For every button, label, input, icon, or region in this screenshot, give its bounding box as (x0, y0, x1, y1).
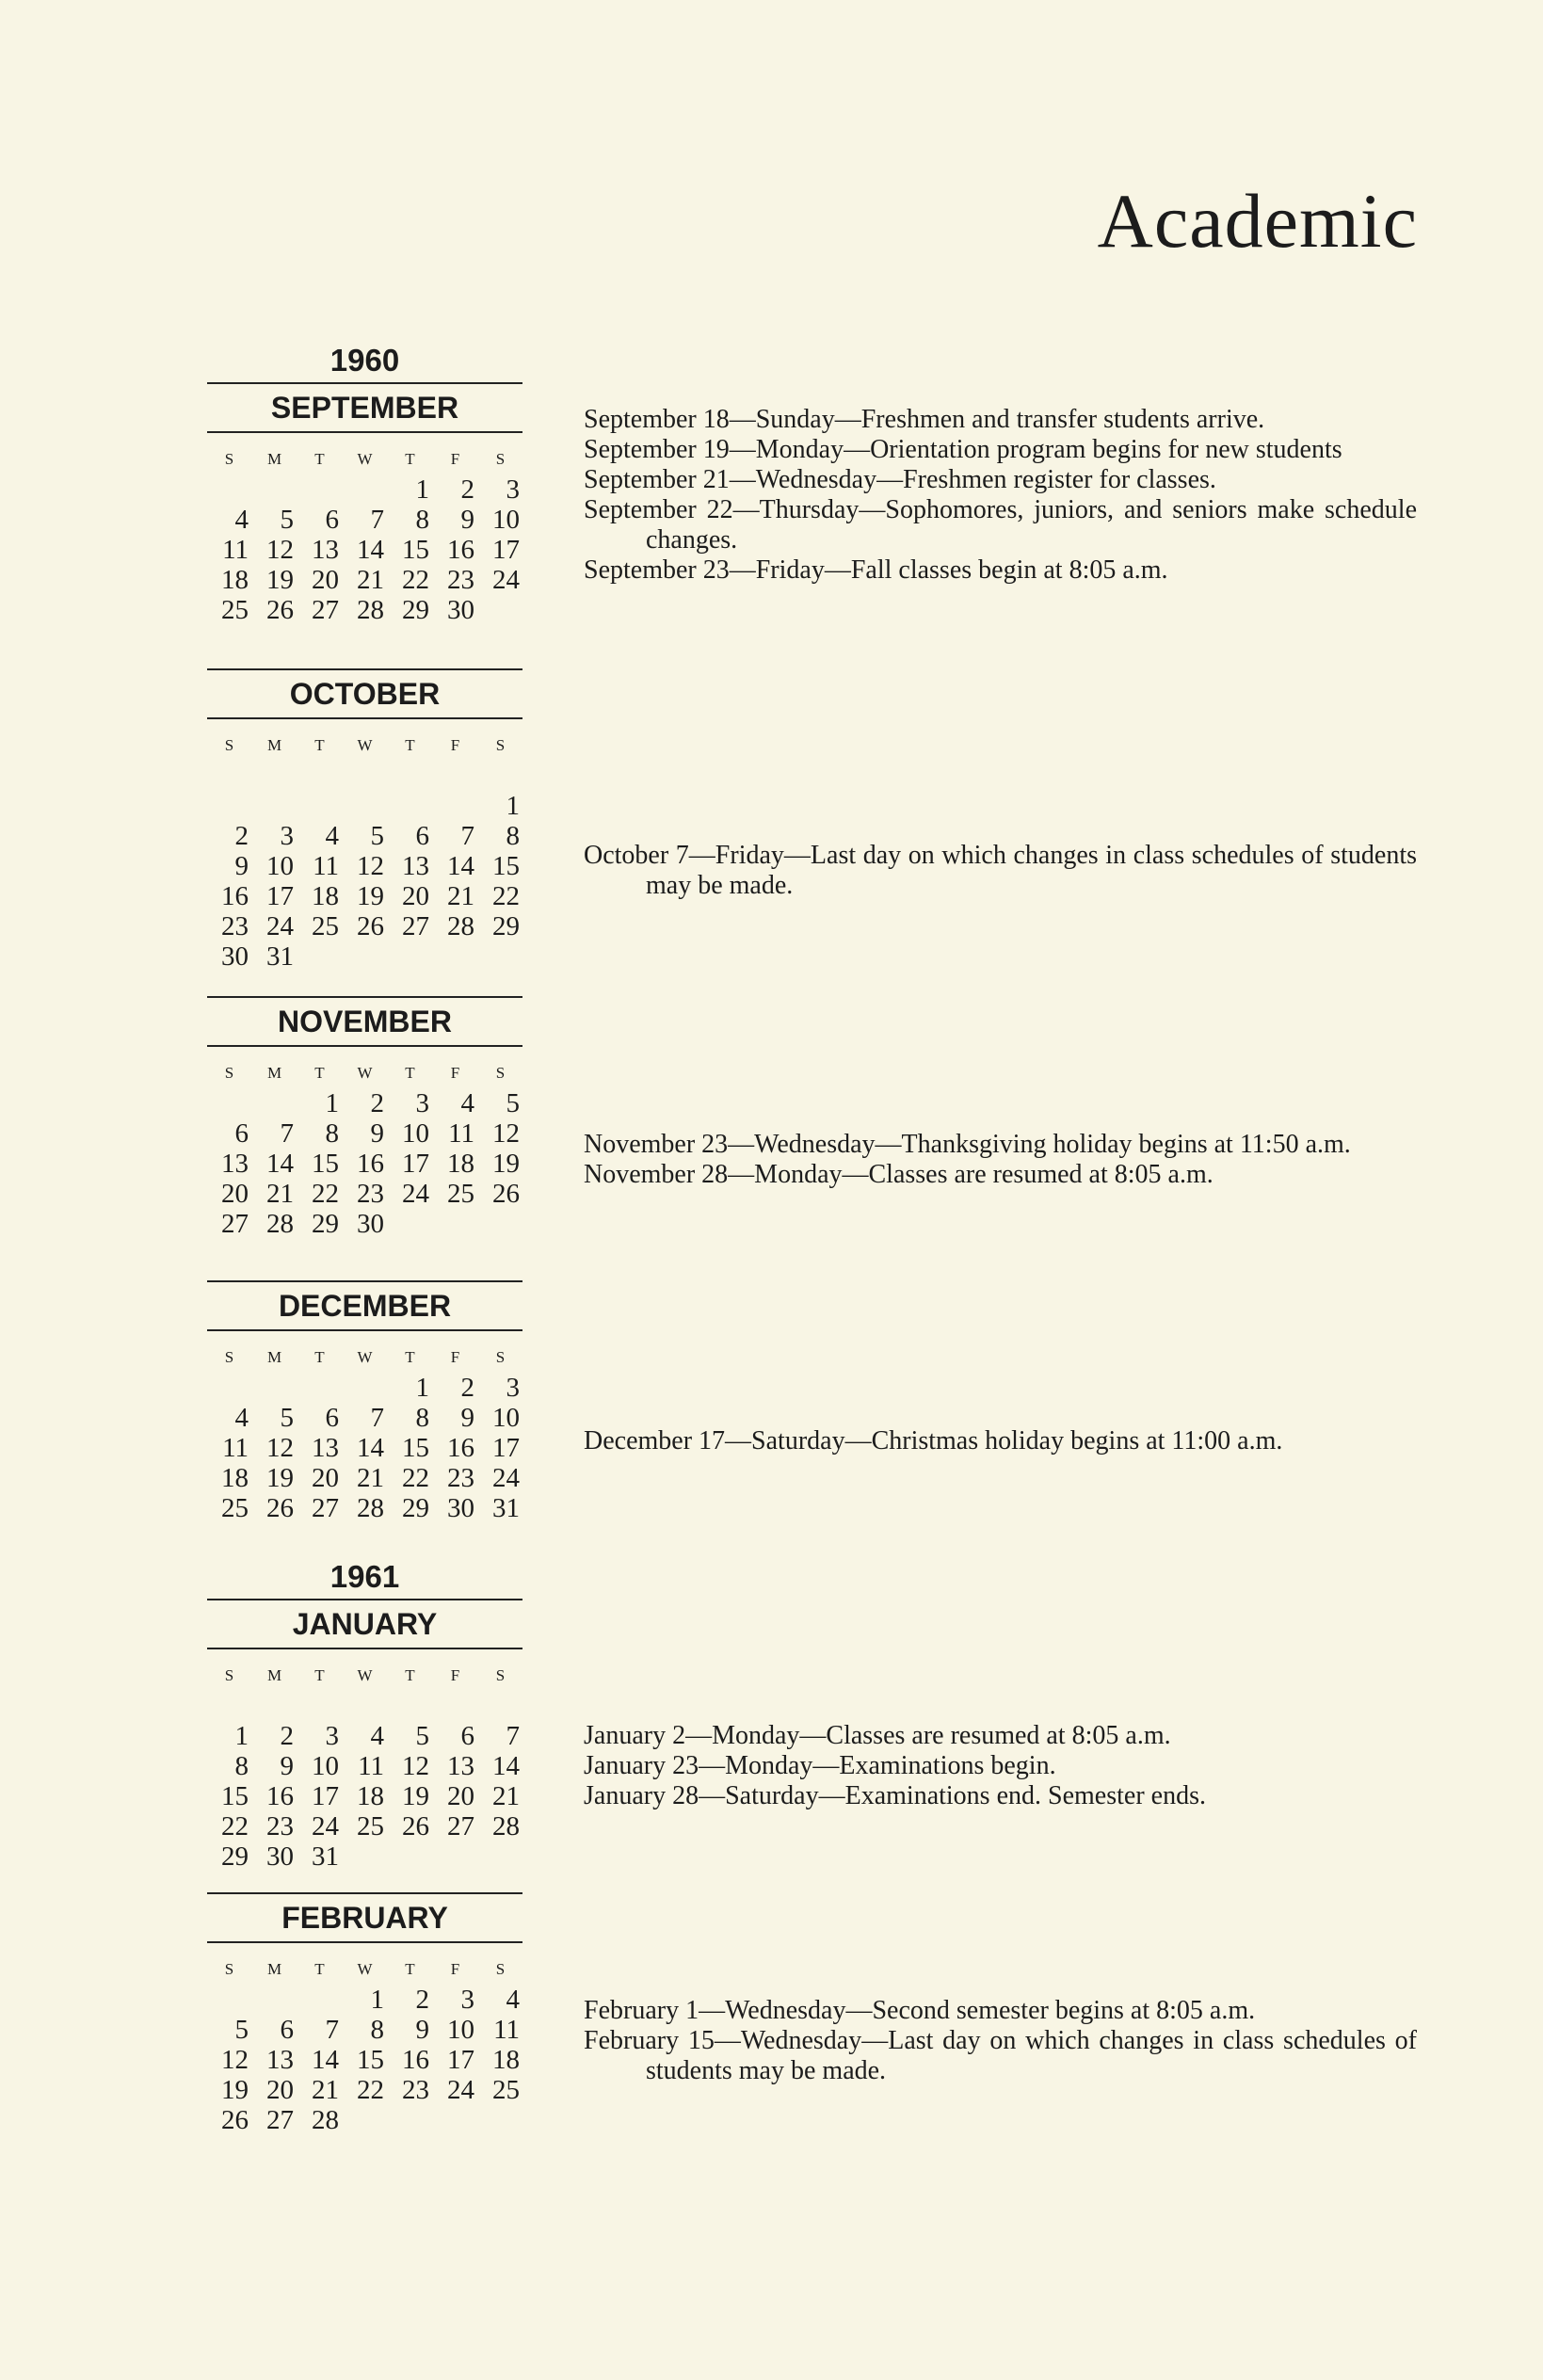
calendar-day: 1 (415, 474, 429, 505)
calendar-day: 18 (221, 565, 249, 595)
calendar-day: 25 (221, 595, 249, 625)
calendar-day: 12 (492, 1118, 520, 1149)
day-grid (207, 1661, 522, 1872)
calendar-day: 19 (221, 2075, 249, 2105)
calendar-day: 16 (266, 1781, 294, 1811)
calendar-day: 10 (402, 1118, 429, 1149)
calendar-day: 18 (312, 881, 339, 911)
calendar-day: 17 (492, 535, 520, 565)
weekday-header: S (495, 736, 506, 754)
calendar-day: 15 (402, 1433, 429, 1463)
calendar-day: 2 (460, 1373, 474, 1403)
calendar-day: 9 (460, 1403, 474, 1433)
event-entry: February 1—Wednesday—Second semester begins at 8:05 a.m. (584, 1996, 1256, 2025)
calendar-day: 11 (222, 1433, 249, 1463)
rule (207, 717, 522, 719)
rule (207, 1941, 522, 1943)
calendar-day: 29 (492, 911, 520, 941)
calendar-day: 27 (312, 595, 339, 625)
weekday-header: W (357, 1348, 374, 1366)
day-grid (207, 1954, 522, 2135)
event-entry: February 15—Wednesday—Last day on which changes in class schedules of students may be made. (584, 2026, 1417, 2085)
events-november (584, 1130, 1417, 1190)
calendar-day: 22 (402, 1463, 429, 1493)
calendar-day: 20 (402, 881, 429, 911)
calendar-day: 28 (357, 1493, 384, 1523)
calendar-day: 10 (447, 2015, 474, 2045)
event-entry: September 23—Friday—Fall classes begin at 8:05 a.m. (584, 555, 1168, 585)
calendar-day: 11 (493, 2015, 520, 2045)
calendar-day: 27 (402, 911, 429, 941)
weekday-header: S (224, 1666, 235, 1684)
calendar-day: 6 (234, 1118, 249, 1149)
rule (207, 431, 522, 433)
calendar-day: 31 (492, 1493, 520, 1523)
day-grid (207, 731, 522, 972)
calendar-day: 3 (460, 1985, 474, 2015)
calendar-day: 19 (357, 881, 384, 911)
calendar-day: 8 (415, 505, 429, 535)
calendar-day: 1 (415, 1373, 429, 1403)
calendar-day: 17 (402, 1149, 429, 1179)
calendar-day: 17 (312, 1781, 339, 1811)
weekday-header: M (266, 450, 283, 468)
calendar-day: 9 (460, 505, 474, 535)
weekday-header: F (450, 1064, 461, 1082)
weekday-header: W (357, 1960, 374, 1978)
calendar-day: 12 (357, 851, 384, 881)
events-september (584, 405, 1417, 586)
calendar-day: 2 (370, 1088, 384, 1118)
calendar-day: 23 (402, 2075, 429, 2105)
calendar-day: 15 (312, 1149, 339, 1179)
calendar-day: 28 (447, 911, 474, 941)
calendar-day: 13 (402, 851, 429, 881)
calendar-day: 7 (370, 505, 384, 535)
calendar-day: 25 (221, 1493, 249, 1523)
weekday-header: T (314, 450, 326, 468)
calendar-day: 26 (402, 1811, 429, 1841)
event-entry: September 18—Sunday—Freshmen and transfer students arrive. (584, 405, 1265, 434)
weekday-header: T (314, 1666, 326, 1684)
calendar-day: 5 (506, 1088, 520, 1118)
day-grid (207, 1343, 522, 1523)
calendar-day: 13 (221, 1149, 249, 1179)
rule (207, 1648, 522, 1649)
events-february (584, 1996, 1417, 2086)
calendar-day: 25 (492, 2075, 520, 2105)
rule (207, 1045, 522, 1047)
calendar-day: 7 (280, 1118, 294, 1149)
calendar-day: 5 (415, 1721, 429, 1751)
event-entry: September 22—Thursday—Sophomores, juniors, and seniors make schedule changes. (584, 495, 1417, 555)
calendar-day: 25 (357, 1811, 384, 1841)
calendar-day: 12 (402, 1751, 429, 1781)
calendar-day: 4 (234, 505, 249, 535)
calendar-day: 26 (492, 1179, 520, 1209)
weekday-header: W (357, 450, 374, 468)
event-entry: October 7—Friday—Last day on which changes in class schedules of students may be made. (584, 841, 1417, 900)
calendar-day: 30 (266, 1841, 294, 1872)
calendar-day: 15 (221, 1781, 249, 1811)
calendar-day: 2 (280, 1721, 294, 1751)
calendar-day: 18 (492, 2045, 520, 2075)
rule (207, 1329, 522, 1331)
calendar-day: 26 (221, 2105, 249, 2135)
weekday-header: T (405, 1960, 416, 1978)
calendar-day: 20 (312, 565, 339, 595)
weekday-header: S (224, 1960, 235, 1978)
calendar-day: 22 (492, 881, 520, 911)
calendar-day: 1 (234, 1721, 249, 1751)
event-entry: January 2—Monday—Classes are resumed at 8:05 a.m. (584, 1721, 1171, 1750)
calendar-day: 31 (312, 1841, 339, 1872)
calendar-day: 30 (447, 595, 474, 625)
calendar-day: 20 (312, 1463, 339, 1493)
calendar-day: 3 (280, 821, 294, 851)
calendar-day: 10 (492, 505, 520, 535)
calendar-day: 19 (266, 565, 294, 595)
calendar-day: 18 (447, 1149, 474, 1179)
calendar-day: 3 (415, 1088, 429, 1118)
calendar-day: 10 (312, 1751, 339, 1781)
calendar-day: 10 (492, 1403, 520, 1433)
weekday-header: F (450, 1348, 461, 1366)
calendar-day: 3 (506, 1373, 520, 1403)
calendar-day: 16 (447, 535, 474, 565)
calendar-day: 16 (447, 1433, 474, 1463)
calendar-day: 15 (492, 851, 520, 881)
calendar-day: 16 (357, 1149, 384, 1179)
weekday-header: S (495, 1960, 506, 1978)
calendar-day: 21 (312, 2075, 339, 2105)
month-calendar-january (207, 1555, 522, 1872)
month-name: JANUARY (292, 1607, 438, 1641)
calendar-day: 14 (266, 1149, 294, 1179)
calendar-day: 5 (234, 2015, 249, 2045)
calendar-day: 17 (492, 1433, 520, 1463)
calendar-day: 30 (221, 941, 249, 972)
year-heading: 1960 (329, 343, 400, 378)
calendar-day: 29 (312, 1209, 339, 1239)
calendar-day: 22 (402, 565, 429, 595)
calendar-day: 19 (492, 1149, 520, 1179)
calendar-day: 23 (221, 911, 249, 941)
event-entry: November 23—Wednesday—Thanksgiving holiday begins at 11:50 a.m. (584, 1130, 1351, 1159)
calendar-day: 29 (402, 1493, 429, 1523)
calendar-day: 11 (448, 1118, 474, 1149)
calendar-day: 22 (312, 1179, 339, 1209)
calendar-day: 28 (492, 1811, 520, 1841)
calendar-day: 27 (447, 1811, 474, 1841)
year-heading: 1961 (329, 1559, 400, 1594)
calendar-day: 9 (234, 851, 249, 881)
weekday-header: F (450, 736, 461, 754)
weekday-header: S (495, 1064, 506, 1082)
weekday-header: S (224, 1348, 235, 1366)
events-december (584, 1426, 1417, 1456)
weekday-header: T (405, 450, 416, 468)
weekday-header: M (266, 736, 283, 754)
weekday-header: M (266, 1666, 283, 1684)
calendar-day: 12 (221, 2045, 249, 2075)
month-name: OCTOBER (289, 677, 441, 711)
calendar-day: 14 (312, 2045, 339, 2075)
calendar-day: 18 (221, 1463, 249, 1493)
calendar-day: 22 (221, 1811, 249, 1841)
calendar-day: 6 (460, 1721, 474, 1751)
month-calendar-december (207, 1280, 522, 1523)
calendar-day: 29 (221, 1841, 249, 1872)
calendar-day: 10 (266, 851, 294, 881)
calendar-day: 8 (370, 2015, 384, 2045)
calendar-day: 6 (325, 1403, 339, 1433)
calendar-day: 5 (280, 505, 294, 535)
weekday-header: M (266, 1348, 283, 1366)
calendar-day: 23 (447, 1463, 474, 1493)
calendar-day: 1 (506, 791, 520, 821)
calendar-day: 22 (357, 2075, 384, 2105)
weekday-header: W (357, 1064, 374, 1082)
weekday-header: F (450, 1666, 461, 1684)
weekday-header: M (266, 1064, 283, 1082)
calendar-day: 14 (357, 1433, 384, 1463)
weekday-header: T (405, 1666, 416, 1684)
weekday-header: T (314, 736, 326, 754)
calendar-day: 11 (358, 1751, 384, 1781)
calendar-day: 21 (447, 881, 474, 911)
calendar-day: 4 (325, 821, 339, 851)
weekday-header: S (224, 1064, 235, 1082)
calendar-day: 6 (415, 821, 429, 851)
events-january (584, 1721, 1417, 1811)
calendar-day: 20 (447, 1781, 474, 1811)
calendar-day: 11 (313, 851, 339, 881)
calendar-day: 28 (266, 1209, 294, 1239)
calendar-day: 3 (325, 1721, 339, 1751)
weekday-header: F (450, 450, 461, 468)
calendar-day: 27 (221, 1209, 249, 1239)
calendar-day: 9 (280, 1751, 294, 1781)
calendar-day: 8 (325, 1118, 339, 1149)
calendar-day: 19 (266, 1463, 294, 1493)
calendar-day: 4 (234, 1403, 249, 1433)
weekday-header: T (314, 1064, 326, 1082)
calendar-day: 14 (492, 1751, 520, 1781)
calendar-day: 23 (357, 1179, 384, 1209)
calendar-day: 2 (415, 1985, 429, 2015)
calendar-day: 27 (312, 1493, 339, 1523)
weekday-header: S (224, 450, 235, 468)
month-calendar-october (207, 668, 522, 972)
calendar-day: 13 (312, 1433, 339, 1463)
weekday-header: S (224, 736, 235, 754)
calendar-day: 21 (266, 1179, 294, 1209)
event-entry: January 28—Saturday—Examinations end. Semester ends. (584, 1781, 1206, 1810)
calendar-day: 21 (492, 1781, 520, 1811)
calendar-day: 28 (357, 595, 384, 625)
day-grid (207, 444, 522, 625)
calendar-day: 3 (506, 474, 520, 505)
calendar-day: 6 (325, 505, 339, 535)
calendar-day: 24 (402, 1179, 429, 1209)
calendar-day: 25 (447, 1179, 474, 1209)
calendar-day: 4 (370, 1721, 384, 1751)
calendar-day: 21 (357, 565, 384, 595)
calendar-day: 8 (234, 1751, 249, 1781)
event-entry: September 21—Wednesday—Freshmen register for classes. (584, 465, 1216, 494)
calendar-day: 20 (266, 2075, 294, 2105)
calendar-day: 4 (506, 1985, 520, 2015)
page-title: Academic (1097, 178, 1418, 264)
calendar-day: 13 (312, 535, 339, 565)
calendar-day: 26 (357, 911, 384, 941)
weekday-header: W (357, 736, 374, 754)
calendar-day: 15 (402, 535, 429, 565)
calendar-day: 24 (312, 1811, 339, 1841)
calendar-day: 24 (266, 911, 294, 941)
weekday-header: T (405, 1064, 416, 1082)
calendar-day: 21 (357, 1463, 384, 1493)
calendar-day: 7 (325, 2015, 339, 2045)
calendar-day: 9 (370, 1118, 384, 1149)
calendar-day: 14 (447, 851, 474, 881)
calendar-day: 24 (447, 2075, 474, 2105)
calendar-day: 12 (266, 535, 294, 565)
calendar-day: 26 (266, 595, 294, 625)
calendar-day: 28 (312, 2105, 339, 2135)
calendar-day: 30 (357, 1209, 384, 1239)
calendar-day: 9 (415, 2015, 429, 2045)
month-calendar-september (207, 339, 522, 625)
calendar-day: 17 (266, 881, 294, 911)
month-name: FEBRUARY (281, 1901, 448, 1935)
month-name: DECEMBER (278, 1289, 452, 1323)
calendar-day: 13 (447, 1751, 474, 1781)
calendar-day: 27 (266, 2105, 294, 2135)
calendar-day: 31 (266, 941, 294, 972)
weekday-header: F (450, 1960, 461, 1978)
event-entry: December 17—Saturday—Christmas holiday begins at 11:00 a.m. (584, 1426, 1283, 1455)
event-entry: November 28—Monday—Classes are resumed at 8:05 a.m. (584, 1160, 1214, 1189)
calendar-day: 2 (460, 474, 474, 505)
month-name: SEPTEMBER (270, 391, 459, 425)
weekday-header: S (495, 1348, 506, 1366)
events-october (584, 841, 1417, 901)
calendar-day: 7 (370, 1403, 384, 1433)
event-entry: September 19—Monday—Orientation program begins for new students (584, 435, 1342, 464)
weekday-header: T (405, 1348, 416, 1366)
month-name: NOVEMBER (278, 1005, 452, 1038)
weekday-header: W (357, 1666, 374, 1684)
weekday-header: T (314, 1960, 326, 1978)
calendar-day: 1 (370, 1985, 384, 2015)
calendar-day: 19 (402, 1781, 429, 1811)
calendar-day: 20 (221, 1179, 249, 1209)
calendar-day: 30 (447, 1493, 474, 1523)
calendar-day: 15 (357, 2045, 384, 2075)
weekday-header: S (495, 450, 506, 468)
weekday-header: S (495, 1666, 506, 1684)
calendar-day: 8 (506, 821, 520, 851)
calendar-day: 13 (266, 2045, 294, 2075)
calendar-day: 7 (506, 1721, 520, 1751)
calendar-day: 29 (402, 595, 429, 625)
month-calendar-november (207, 996, 522, 1239)
weekday-header: T (405, 736, 416, 754)
calendar-day: 1 (325, 1088, 339, 1118)
calendar-day: 17 (447, 2045, 474, 2075)
calendar-day: 8 (415, 1403, 429, 1433)
calendar-day: 11 (222, 535, 249, 565)
month-calendar-february (207, 1892, 522, 2135)
calendar-day: 23 (266, 1811, 294, 1841)
calendar-day: 5 (280, 1403, 294, 1433)
calendar-day: 14 (357, 535, 384, 565)
calendar-day: 24 (492, 565, 520, 595)
calendar-day: 12 (266, 1433, 294, 1463)
weekday-header: T (314, 1348, 326, 1366)
calendar-day: 18 (357, 1781, 384, 1811)
calendar-day: 7 (460, 821, 474, 851)
calendar-day: 16 (221, 881, 249, 911)
calendar-day: 16 (402, 2045, 429, 2075)
calendar-day: 4 (460, 1088, 474, 1118)
weekday-header: M (266, 1960, 283, 1978)
calendar-day: 2 (234, 821, 249, 851)
calendar-day: 26 (266, 1493, 294, 1523)
calendar-day: 6 (280, 2015, 294, 2045)
calendar-day: 23 (447, 565, 474, 595)
event-entry: January 23—Monday—Examinations begin. (584, 1751, 1056, 1780)
calendar-day: 25 (312, 911, 339, 941)
day-grid (207, 1058, 522, 1239)
calendar-day: 24 (492, 1463, 520, 1493)
calendar-day: 5 (370, 821, 384, 851)
